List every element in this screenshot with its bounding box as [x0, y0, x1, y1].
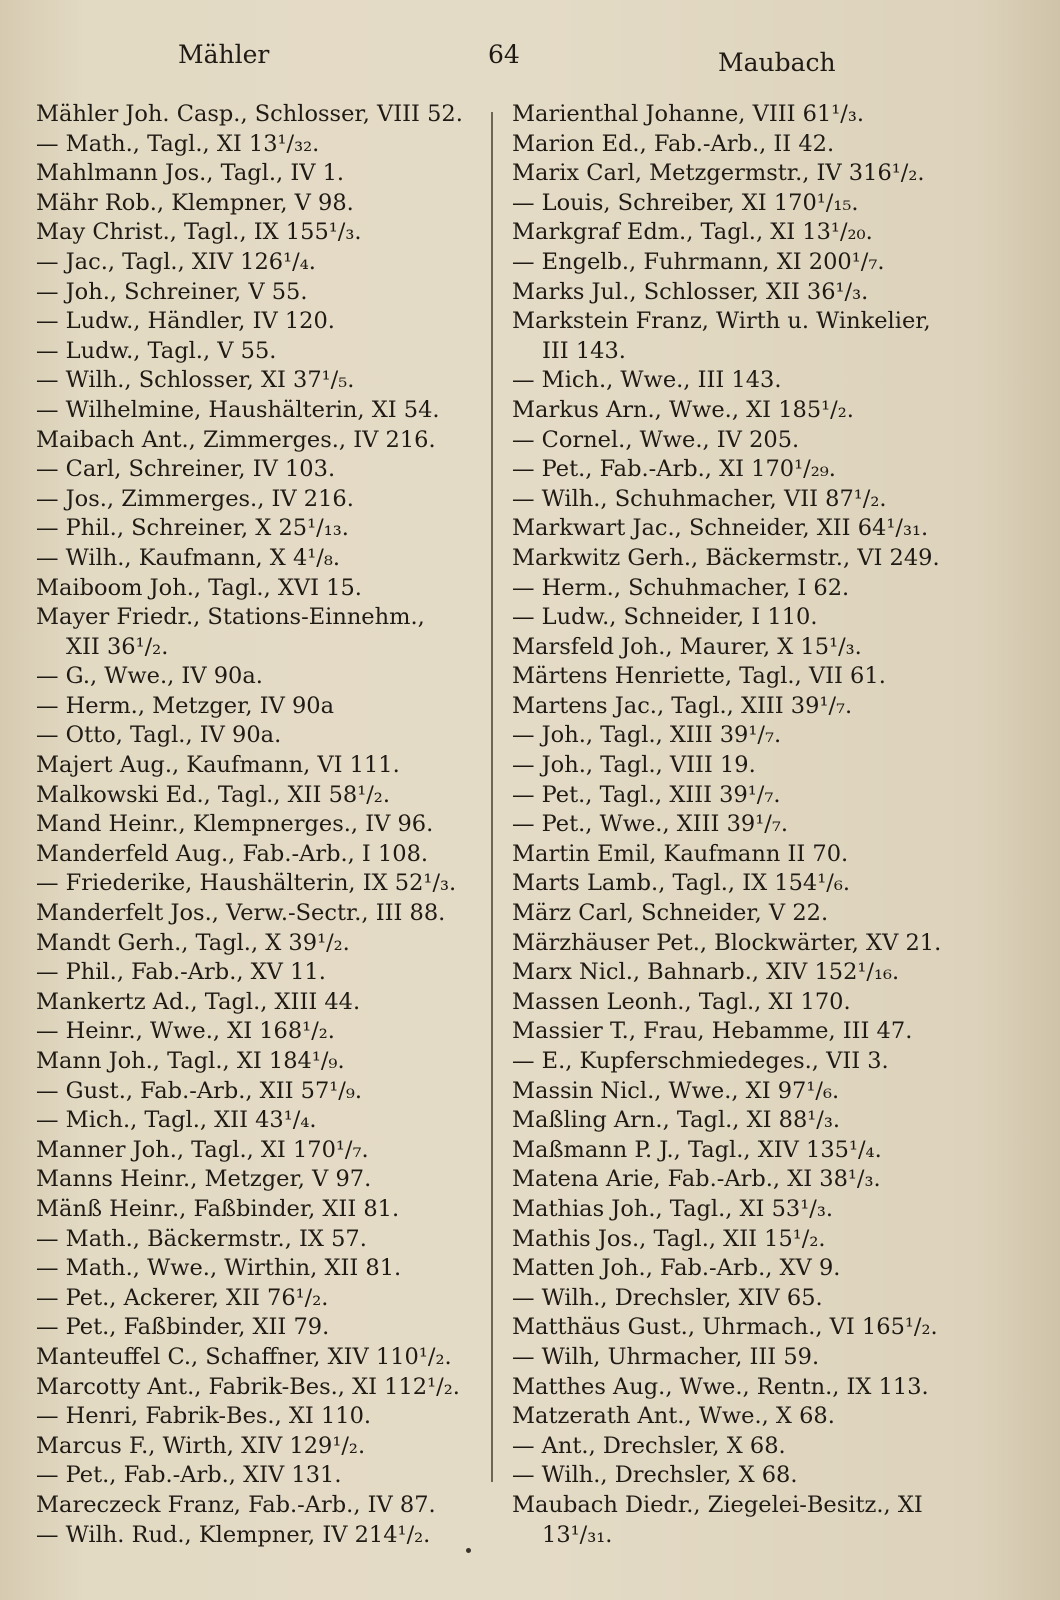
directory-entry: Marx Nicl., Bahnarb., XIV 152¹/₁₆. — [512, 959, 900, 986]
directory-entry: Matthäus Gust., Uhrmach., VI 165¹/₂. — [512, 1314, 938, 1341]
directory-entry: — Phil., Schreiner, X 25¹/₁₃. — [36, 515, 349, 542]
directory-entry: Märzhäuser Pet., Blockwärter, XV 21. — [512, 929, 942, 956]
directory-entry: Mand Heinr., Klempnerges., IV 96. — [36, 811, 434, 838]
directory-entry: Matthes Aug., Wwe., Rentn., IX 113. — [512, 1373, 929, 1400]
directory-entry: Marcus F., Wirth, XIV 129¹/₂. — [36, 1432, 366, 1459]
directory-entry: — E., Kupferschmiedeges., VII 3. — [512, 1048, 889, 1074]
directory-entry: Marks Jul., Schlosser, XII 36¹/₃. — [512, 278, 869, 305]
directory-entry: Majert Aug., Kaufmann, VI 111. — [36, 752, 400, 779]
directory-entry: III 143. — [542, 337, 626, 364]
directory-entry: — Henri, Fabrik-Bes., XI 110. — [36, 1403, 372, 1430]
footer-dot — [466, 1548, 471, 1553]
directory-entry: Marix Carl, Metzgermstr., IV 316¹/₂. — [512, 160, 925, 187]
right-column — [512, 100, 1012, 1550]
directory-entry: — Ludw., Tagl., V 55. — [36, 337, 277, 364]
directory-entry: — Engelb., Fuhrmann, XI 200¹/₇. — [512, 248, 885, 275]
header-left-keyword: Mähler — [178, 40, 270, 69]
directory-entry: Manteuffel C., Schaffner, XIV 110¹/₂. — [36, 1343, 452, 1370]
directory-entry: — Louis, Schreiber, XI 170¹/₁₅. — [512, 189, 859, 216]
directory-entry: — Ludw., Schneider, I 110. — [512, 604, 818, 631]
directory-entry: Manner Joh., Tagl., XI 170¹/₇. — [36, 1136, 369, 1163]
directory-entry: Marsfeld Joh., Maurer, X 15¹/₃. — [512, 633, 862, 660]
page-number: 64 — [488, 40, 520, 69]
directory-entry: Marcotty Ant., Fabrik-Bes., XI 112¹/₂. — [36, 1373, 460, 1400]
directory-entry: Manderfeld Aug., Fab.-Arb., I 108. — [36, 840, 429, 867]
directory-entry: — Pet., Faßbinder, XII 79. — [36, 1314, 330, 1341]
directory-entry: — Herm., Metzger, IV 90a — [36, 692, 335, 719]
directory-entry: Markgraf Edm., Tagl., XI 13¹/₂₀. — [512, 219, 873, 246]
header-right-keyword: Maubach — [718, 48, 836, 77]
directory-entry: — Wilh., Schuhmacher, VII 87¹/₂. — [512, 485, 887, 512]
directory-entry: — Joh., Tagl., VIII 19. — [512, 752, 756, 779]
directory-entry: Mann Joh., Tagl., XI 184¹/₉. — [36, 1048, 345, 1074]
directory-entry: — Jos., Zimmerges., IV 216. — [36, 485, 354, 512]
directory-entry: — Pet., Fab.-Arb., XI 170¹/₂₉. — [512, 456, 836, 483]
directory-entry: Mayer Friedr., Stations-Einnehm., — [36, 604, 425, 631]
directory-entry: — Wilh., Drechsler, X 68. — [512, 1462, 798, 1489]
directory-entry: Markwart Jac., Schneider, XII 64¹/₃₁. — [512, 515, 929, 542]
directory-entry: — Herm., Schuhmacher, I 62. — [512, 574, 850, 601]
directory-entry: 13¹/₃₁. — [542, 1521, 613, 1548]
directory-entry: Maßmann P. J., Tagl., XIV 135¹/₄. — [512, 1136, 882, 1163]
directory-entry: — Wilh., Drechsler, XIV 65. — [512, 1284, 823, 1311]
directory-entry: Mahlmann Jos., Tagl., IV 1. — [36, 160, 345, 187]
directory-entry: Mandt Gerh., Tagl., X 39¹/₂. — [36, 929, 350, 956]
directory-entry: — Pet., Fab.-Arb., XIV 131. — [36, 1462, 342, 1489]
directory-entry: — Heinr., Wwe., XI 168¹/₂. — [36, 1018, 335, 1045]
directory-entry: Maiboom Joh., Tagl., XVI 15. — [36, 574, 362, 601]
directory-entry: — Ludw., Händler, IV 120. — [36, 308, 335, 335]
directory-entry: Matzerath Ant., Wwe., X 68. — [512, 1403, 835, 1430]
directory-entry: Maubach Diedr., Ziegelei-Besitz., XI — [512, 1491, 923, 1518]
directory-entry: Mankertz Ad., Tagl., XIII 44. — [36, 988, 361, 1015]
directory-entry: — Math., Bäckermstr., IX 57. — [36, 1225, 367, 1252]
directory-entry: Martens Jac., Tagl., XIII 39¹/₇. — [512, 692, 853, 719]
directory-entry: — Phil., Fab.-Arb., XV 11. — [36, 959, 326, 986]
directory-entry: — Wilh. Rud., Klempner, IV 214¹/₂. — [36, 1521, 431, 1548]
directory-entry: Massin Nicl., Wwe., XI 97¹/₆. — [512, 1077, 840, 1104]
directory-entry: — Pet., Wwe., XIII 39¹/₇. — [512, 811, 788, 838]
directory-entry: — Friederike, Haushälterin, IX 52¹/₃. — [36, 870, 457, 897]
directory-entry: Markus Arn., Wwe., XI 185¹/₂. — [512, 396, 854, 423]
directory-entry: Mänß Heinr., Faßbinder, XII 81. — [36, 1195, 400, 1222]
directory-entry: XII 36¹/₂. — [66, 633, 169, 660]
directory-entry: — Pet., Tagl., XIII 39¹/₇. — [512, 781, 781, 808]
directory-entry: Markstein Franz, Wirth u. Winkelier, — [512, 308, 931, 335]
directory-entry: — Cornel., Wwe., IV 205. — [512, 426, 800, 453]
directory-entry: Manns Heinr., Metzger, V 97. — [36, 1166, 372, 1193]
page-header — [0, 40, 1060, 84]
directory-entry: — Math., Wwe., Wirthin, XII 81. — [36, 1255, 402, 1282]
directory-entry: — Ant., Drechsler, X 68. — [512, 1432, 786, 1459]
column-divider — [491, 112, 493, 1482]
directory-entry: — G., Wwe., IV 90a. — [36, 663, 263, 690]
directory-entry: — Mich., Wwe., III 143. — [512, 367, 782, 394]
directory-entry: — Wilh., Kaufmann, X 4¹/₈. — [36, 544, 341, 571]
directory-entry: Mareczeck Franz, Fab.-Arb., IV 87. — [36, 1491, 436, 1518]
directory-entry: — Otto, Tagl., IV 90a. — [36, 722, 282, 749]
directory-entry: Mathias Joh., Tagl., XI 53¹/₃. — [512, 1195, 833, 1222]
directory-entry: Marion Ed., Fab.-Arb., II 42. — [512, 130, 835, 157]
directory-entry: Markwitz Gerh., Bäckermstr., VI 249. — [512, 544, 940, 571]
directory-entry: — Jac., Tagl., XIV 126¹/₄. — [36, 248, 316, 275]
directory-entry: Martin Emil, Kaufmann II 70. — [512, 840, 849, 867]
directory-entry: Mathis Jos., Tagl., XII 15¹/₂. — [512, 1225, 826, 1252]
directory-entry: — Mich., Tagl., XII 43¹/₄. — [36, 1107, 317, 1134]
directory-entry: — Wilhelmine, Haushälterin, XI 54. — [36, 396, 440, 423]
directory-entry: — Wilh., Schlosser, XI 37¹/₅. — [36, 367, 355, 394]
directory-entry: — Math., Tagl., XI 13¹/₃₂. — [36, 130, 320, 157]
directory-entry: Marienthal Johanne, VIII 61¹/₃. — [512, 101, 865, 127]
directory-entry: Marts Lamb., Tagl., IX 154¹/₆. — [512, 870, 851, 897]
directory-entry: Malkowski Ed., Tagl., XII 58¹/₂. — [36, 781, 390, 808]
directory-entry: — Gust., Fab.-Arb., XII 57¹/₉. — [36, 1077, 363, 1104]
directory-entry: — Carl, Schreiner, IV 103. — [36, 456, 336, 483]
directory-entry: Märtens Henriette, Tagl., VII 61. — [512, 663, 886, 690]
directory-entry: May Christ., Tagl., IX 155¹/₃. — [36, 219, 362, 246]
directory-entry: März Carl, Schneider, V 22. — [512, 900, 829, 927]
directory-entry: Manderfelt Jos., Verw.-Sectr., III 88. — [36, 900, 446, 927]
directory-entry: Maßling Arn., Tagl., XI 88¹/₃. — [512, 1107, 841, 1134]
directory-entry: Matena Arie, Fab.-Arb., XI 38¹/₃. — [512, 1166, 881, 1193]
directory-entry: Mähler Joh. Casp., Schlosser, VIII 52. — [36, 101, 463, 127]
directory-entry: Maibach Ant., Zimmerges., IV 216. — [36, 426, 436, 453]
directory-entry: Massier T., Frau, Hebamme, III 47. — [512, 1018, 913, 1045]
directory-entry: Matten Joh., Fab.-Arb., XV 9. — [512, 1255, 841, 1282]
left-column — [36, 100, 482, 1550]
directory-entry: Mähr Rob., Klempner, V 98. — [36, 189, 354, 216]
directory-entry: Massen Leonh., Tagl., XI 170. — [512, 988, 851, 1015]
directory-entry: — Joh., Schreiner, V 55. — [36, 278, 308, 305]
directory-entry: — Wilh, Uhrmacher, III 59. — [512, 1343, 820, 1370]
directory-entry: — Joh., Tagl., XIII 39¹/₇. — [512, 722, 782, 749]
directory-entry: — Pet., Ackerer, XII 76¹/₂. — [36, 1284, 329, 1311]
